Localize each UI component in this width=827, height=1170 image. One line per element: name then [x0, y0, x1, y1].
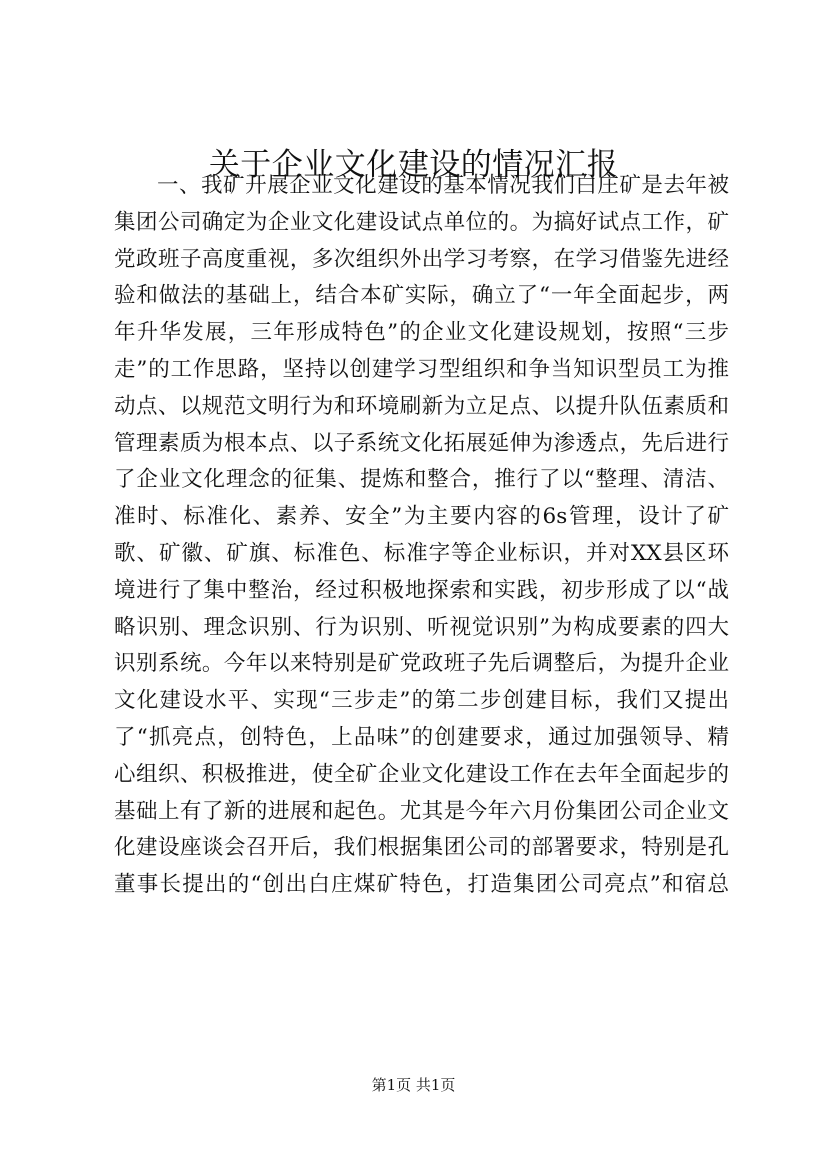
page-number-footer: 第1页 共1页 [371, 1076, 456, 1094]
body-line: 识别系统。今年以来特别是矿党政班子先后调整后，为提升企业 [114, 651, 729, 677]
body-line: 一、我矿开展企业文化建设的基本情况我们白庄矿是去年被 [157, 173, 729, 198]
body-line: 管理素质为根本点、以子系统文化拓展延伸为渗透点，先后进行 [114, 430, 729, 456]
body-line: 走”的工作思路，坚持以创建学习型组织和争当知识型员工为推 [114, 356, 729, 382]
document-body [114, 168, 729, 904]
body-line: 略识别、理念识别、行为识别、听视觉识别”为构成要素的四大 [114, 614, 729, 640]
body-line: 基础上有了新的进展和起色。尤其是今年六月份集团公司企业文 [114, 798, 729, 824]
body-line: 董事长提出的“创出白庄煤矿特色，打造集团公司亮点”和宿总 [114, 872, 729, 898]
body-line: 歌、矿徽、矿旗、标准色、标准字等企业标识，并对XX县区环 [114, 540, 729, 566]
body-line: 了企业文化理念的征集、提炼和整合，推行了以“整理、清洁、 [114, 467, 729, 493]
body-line: 验和做法的基础上，结合本矿实际，确立了“一年全面起步，两 [114, 283, 729, 309]
body-line: 化建设座谈会召开后，我们根据集团公司的部署要求，特别是孔 [114, 835, 729, 861]
body-line: 准时、标准化、素养、安全”为主要内容的6s管理，设计了矿 [114, 504, 729, 530]
body-line: 境进行了集中整治，经过积极地探索和实践，初步形成了以“战 [114, 577, 729, 603]
body-line: 年升华发展，三年形成特色”的企业文化建设规划，按照“三步 [114, 320, 729, 346]
body-line: 心组织、积极推进，使全矿企业文化建设工作在去年全面起步的 [114, 761, 729, 787]
document-title: 关于企业文化建设的情况汇报 [208, 147, 619, 183]
body-line: 集团公司确定为企业文化建设试点单位的。为搞好试点工作，矿 [114, 209, 729, 235]
body-line: 党政班子高度重视，多次组织外出学习考察，在学习借鉴先进经 [114, 246, 729, 272]
body-line: 动点、以规范文明行为和环境刷新为立足点、以提升队伍素质和 [114, 393, 729, 419]
body-line: 文化建设水平、实现“三步走”的第二步创建目标，我们又提出 [114, 688, 729, 714]
body-line: 了“抓亮点，创特色，上品味”的创建要求，通过加强领导、精 [114, 724, 729, 750]
